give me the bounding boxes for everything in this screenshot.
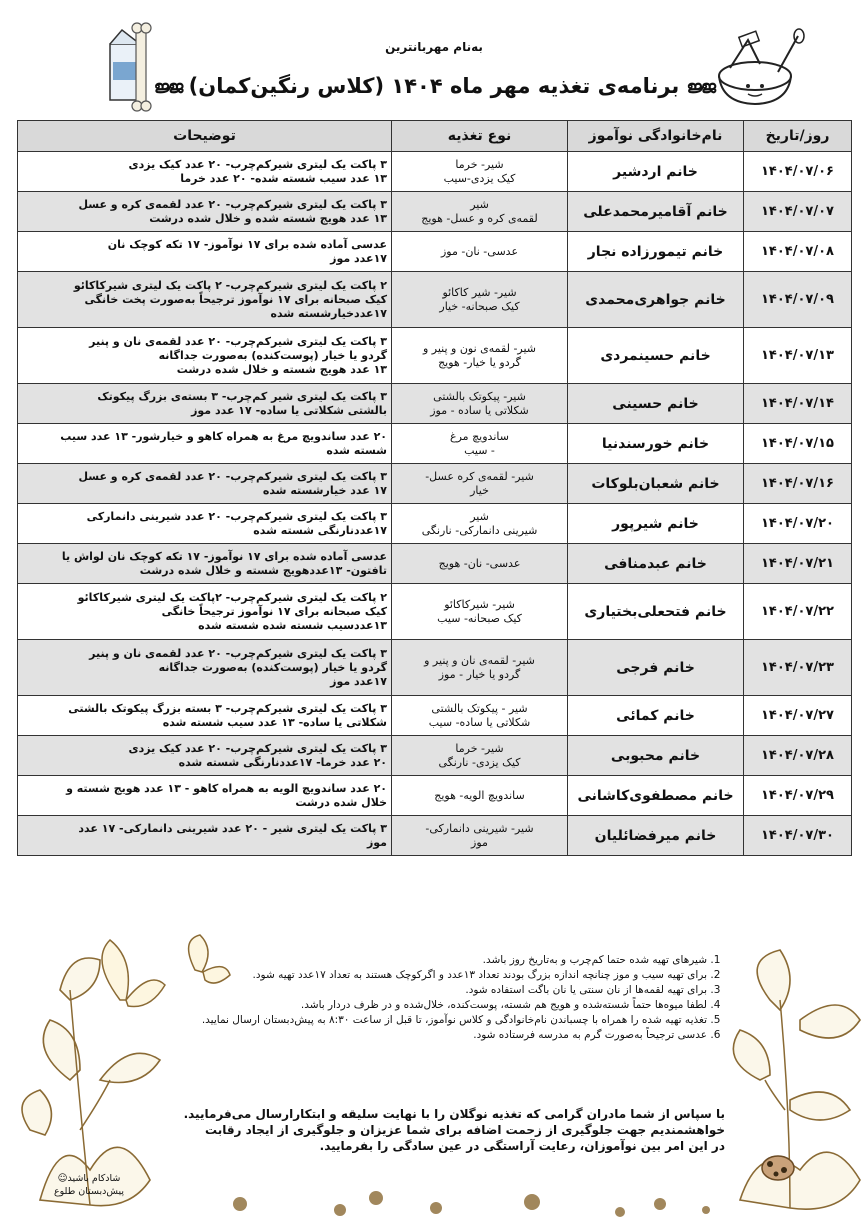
cell-desc (18, 152, 392, 192)
cell-food (392, 192, 568, 232)
note-item: 1. شیرهای تهیه شده حتما کم‌چرب و به‌تاریخ روز باشد. (150, 954, 707, 967)
page-title (0, 74, 868, 98)
cell-desc-line: تافتون- ۱۳عددهویج شسته و خلال شده درشت (139, 563, 387, 577)
cell-date-line: ۱۴۰۴/۰۷/۳۰ (761, 828, 834, 843)
table-row (18, 640, 852, 696)
cell-family-line: خانم مصطفوی‌کاشانی (577, 787, 734, 804)
cell-family (568, 232, 744, 272)
cell-family (568, 464, 744, 504)
cell-food-line: شیر- لقمه‌ی نون و پنیر و (422, 341, 537, 355)
cell-family-line: خانم میرفضائلیان (594, 827, 717, 844)
cell-desc (18, 504, 392, 544)
cell-date-line: ۱۴۰۴/۰۷/۰۶ (761, 164, 834, 179)
cell-family (568, 544, 744, 584)
cell-family-line: خانم شعبان‌بلوکات (591, 475, 720, 492)
note-item: 2. برای تهیه سیب و موز چنانچه اندازه بزرگ بودند تعداد ۱۳عدد و اگرکوچک هستند به تعداد ۱۷عدد تهیه شود. (150, 969, 707, 982)
cell-desc-line: ۱۳عددسیب شسته شده شسته شده (198, 618, 387, 632)
cell-date-line: ۱۴۰۴/۰۷/۲۲ (761, 604, 834, 619)
note-item: 5. تغذیه تهیه شده را همراه با چسباندن نام‌خانوادگی و کلاس نوآموز، تا قبل از ساعت ۸:۳۰ به پیش‌دبستان ارسال نمایید. (150, 1014, 707, 1027)
cell-date (744, 192, 852, 232)
cell-family-line: خانم آقامیرمحمدعلی (583, 203, 728, 220)
table-row (18, 272, 852, 328)
note-item: 6. عدسی ترجیحاً به‌صورت گرم به مدرسه فرستاده شود. (150, 1029, 707, 1042)
cell-date (744, 424, 852, 464)
cell-date-line: ۱۴۰۴/۰۷/۲۹ (761, 788, 834, 803)
cell-desc-line: ۱۳ عدد سیب شسته شده- ۲۰ عدد خرما (180, 171, 387, 185)
thanks-message (170, 1106, 725, 1154)
cell-desc-line: ۱۷عدد موز (330, 674, 387, 688)
cell-family (568, 584, 744, 640)
cell-desc-line: ۳ پاکت یک لیتری شیرکم‌چرب- ۲۰ عدد شیرینی دانمارکی (86, 509, 387, 523)
cell-food-line: عدسی- نان- هویج (438, 556, 521, 570)
cell-date-line: ۱۴۰۴/۰۷/۱۴ (761, 396, 834, 411)
cell-family (568, 424, 744, 464)
cell-food (392, 464, 568, 504)
thanks-line: با سپاس از شما مادران گرامی که تغذیه نوگلان را با نهایت سلیقه و ابتکارارسال می‌فرمایید. (183, 1107, 725, 1121)
cell-desc (18, 816, 392, 856)
cell-desc (18, 584, 392, 640)
cell-desc-line: خلال شده درشت (295, 795, 387, 809)
header-date: روز/تاریخ (744, 121, 852, 152)
cell-food-line: موز (471, 835, 488, 849)
cell-family (568, 272, 744, 328)
cell-date-line: ۱۴۰۴/۰۷/۱۶ (761, 476, 834, 491)
cell-food-line: لقمه‌ی کره و عسل- هویج (421, 211, 538, 225)
cell-desc-line: ۳ پاکت یک لیتری شیرکم‌چرب- ۳ بسته بزرگ پیکوتک بالشتی (68, 701, 387, 715)
cell-desc-line: ۳ پاکت یک لیتری شیر - ۲۰ عدد شیرینی دانمارکی- ۱۷ عدد (78, 821, 387, 835)
cell-date-line: ۱۴۰۴/۰۷/۰۷ (761, 204, 834, 219)
cell-family-line: خانم تیمورزاده نجار (587, 243, 724, 260)
cell-food-line: شیر (470, 197, 489, 211)
cell-family (568, 328, 744, 384)
cell-food-line: شیر (470, 509, 489, 523)
cell-desc-line: گردو یا خیار (پوست‌کنده) به‌صورت جداگانه (158, 348, 387, 362)
cell-family (568, 696, 744, 736)
table-row (18, 464, 852, 504)
cell-food-line: شیر- شیرکاکائو (444, 597, 515, 611)
cell-date-line: ۱۴۰۴/۰۷/۲۷ (761, 708, 834, 723)
ladybug-icon (762, 1156, 794, 1180)
cell-food-line: شیر- پیکوتک بالشتی (433, 389, 526, 403)
cell-food-line: ساندویچ مرغ (450, 429, 509, 443)
cell-food-line: شیر- خرما (455, 741, 504, 755)
cell-date (744, 584, 852, 640)
cell-desc-line: ۳ پاکت یک لیتری شیر کم‌چرب- ۳ بسته‌ی بزرگ پیکوتک (97, 389, 387, 403)
cell-food (392, 272, 568, 328)
cell-desc (18, 544, 392, 584)
thanks-line: در این امر بین نوآموزان، رعایت آراستگی در عین سادگی را بفرمایید. (319, 1139, 725, 1153)
cell-food-line: کیک یزدی-سیب (443, 171, 516, 185)
cell-family (568, 776, 744, 816)
cell-family-line: خانم خورسندنیا (601, 435, 710, 452)
cell-family-line: خانم حسینی (612, 395, 699, 412)
cell-desc-line: ۳ پاکت یک لیتری شیرکم‌چرب- ۲۰ عدد لقمه‌ی کره و عسل (78, 197, 387, 211)
cell-family-line: خانم جواهری‌محمدی (585, 291, 726, 308)
cell-family (568, 736, 744, 776)
cell-food (392, 384, 568, 424)
cell-date-line: ۱۴۰۴/۰۷/۰۸ (761, 244, 834, 259)
cell-family-line: خانم محبوبی (610, 747, 701, 764)
cell-desc-line: کیک صبحانه برای ۱۷ نوآموز ترجیحاً به‌صورت پخت خانگی (84, 292, 387, 306)
cell-food-line: شیر- لقمه‌ی نان و پنیر و (424, 653, 535, 667)
cell-desc-line: عدسی آماده شده برای ۱۷ نوآموز- ۱۷ تکه کوچک نان لواش یا (61, 549, 387, 563)
cell-food-line: گردو یا خیار- هویج (438, 355, 521, 369)
cell-family-line: خانم شیرپور (612, 515, 699, 532)
cell-family (568, 384, 744, 424)
cell-desc-line: ۲۰ عدد ساندویچ الویه به همراه کاهو - ۱۳ عدد هویج شسته و (66, 781, 387, 795)
cell-desc (18, 640, 392, 696)
cell-food-line: شیر- شیر کاکائو (442, 285, 517, 299)
header-family: نام‌خانوادگی نوآموز (568, 121, 744, 152)
cell-desc-line: ۱۷ عدد خیارشسته شده (262, 483, 387, 497)
table-row (18, 384, 852, 424)
cell-food (392, 584, 568, 640)
cell-food-line: کیک یزدی- نارنگی (438, 755, 521, 769)
cell-family-line: خانم فرجی (616, 659, 695, 676)
notes-list (150, 954, 725, 1042)
cell-desc-line: ۱۷عددخیارشسته شده (270, 306, 387, 320)
nutrition-table (17, 120, 852, 856)
table-row (18, 544, 852, 584)
table-row (18, 584, 852, 640)
cell-food-line: - سیب (464, 443, 495, 457)
cell-date-line: ۱۴۰۴/۰۷/۲۰ (761, 516, 834, 531)
cell-date-line: ۱۴۰۴/۰۷/۲۱ (761, 556, 834, 571)
cell-date-line: ۱۴۰۴/۰۷/۲۸ (761, 748, 834, 763)
table-row (18, 816, 852, 856)
cell-desc-line: شکلاتی یا ساده- ۱۳ عدد سیب شسته شده (162, 715, 387, 729)
cell-family (568, 640, 744, 696)
cell-food (392, 696, 568, 736)
cell-desc-line: ۲ پاکت یک لیتری شیرکم‌چرب- ۲پاکت یک لیتری شیرکاکائو (77, 590, 387, 604)
cell-desc-line: کیک صبحانه برای ۱۷ نوآموز ترجیحاً خانگی (161, 604, 387, 618)
cell-desc-line: گردو یا خیار (پوست‌کنده) به‌صورت جداگانه (158, 660, 387, 674)
top-greeting: به‌نام مهربانترین (385, 40, 483, 54)
cell-desc (18, 192, 392, 232)
title-ornament-left: ജ്ജ (153, 77, 182, 98)
cell-desc (18, 464, 392, 504)
title-text: برنامه‌ی تغذیه مهر ماه ۱۴۰۴ (کلاس رنگین‌کمان) (188, 74, 680, 98)
table-row (18, 424, 852, 464)
cell-desc (18, 736, 392, 776)
cell-desc-line: ۳ پاکت یک لیتری شیرکم‌چرب- ۲۰ عدد کیک یزدی (128, 741, 387, 755)
title-ornament-right: ജ്ജ (686, 77, 715, 98)
cell-food-line: شیر- لقمه‌ی کره عسل- (425, 469, 534, 483)
cell-desc (18, 384, 392, 424)
cell-food-line: کیک صبحانه- سیب (437, 611, 522, 625)
cell-desc (18, 232, 392, 272)
table-row (18, 776, 852, 816)
cell-date-line: ۱۴۰۴/۰۷/۱۵ (761, 436, 834, 451)
note-item: 4. لطفا میوه‌ها حتماً شسته‌شده و هویج هم شسته، پوست‌کنده، خلال‌شده و در ظرف دردار باشد. (150, 999, 707, 1012)
cell-desc-line: ۱۳ عدد هویج شسته شده و خلال شده درشت (149, 211, 387, 225)
cell-food (392, 152, 568, 192)
cell-date (744, 640, 852, 696)
cell-desc (18, 776, 392, 816)
table-row (18, 504, 852, 544)
table-row (18, 328, 852, 384)
cell-desc-line: ۲۰ عدد خرما- ۱۷عددنارنگی شسته شده (178, 755, 387, 769)
cell-desc-line: موز (366, 835, 387, 849)
cell-food-line: شیر- شیرینی دانمارکی- (425, 821, 534, 835)
sign-line-1: شادکام باشید☺ (57, 1173, 121, 1184)
cell-food (392, 776, 568, 816)
cell-food (392, 424, 568, 464)
cell-family (568, 504, 744, 544)
decorative-dots (0, 1182, 868, 1222)
cell-desc-line: ۳ پاکت یک لیتری شیرکم‌چرب- ۲۰ عدد کیک یزدی (128, 157, 387, 171)
cell-desc-line: ۱۷عددنارنگی شسته شده (253, 523, 387, 537)
cell-date (744, 384, 852, 424)
cell-date (744, 504, 852, 544)
cell-date (744, 328, 852, 384)
cell-food-line: گردو یا خیار - موز (438, 667, 521, 681)
note-item: 3. برای تهیه لقمه‌ها از نان سنتی یا نان باگت استفاده شود. (150, 984, 707, 997)
cell-date (744, 232, 852, 272)
cell-desc (18, 272, 392, 328)
table-header-row (18, 121, 852, 152)
cell-food-line: خیار (470, 483, 489, 497)
table-row (18, 192, 852, 232)
cell-food-line: شیر- خرما (455, 157, 504, 171)
cell-food (392, 328, 568, 384)
cell-desc-line: ۱۷عدد موز (330, 251, 387, 265)
cell-family (568, 816, 744, 856)
cell-family-line: خانم اردشیر (613, 163, 698, 180)
cell-food (392, 736, 568, 776)
table-row (18, 152, 852, 192)
cell-date (744, 152, 852, 192)
cell-food-line: عدسی- نان- موز (440, 244, 519, 258)
cell-food-line: شکلاتی یا ساده - موز (430, 403, 529, 417)
table-row (18, 232, 852, 272)
cell-desc-line: ۳ پاکت یک لیتری شیرکم‌چرب- ۲۰ عدد لقمه‌ی کره و عسل (78, 469, 387, 483)
cell-desc-line: بالشتی شکلاتی یا ساده- ۱۷ عدد موز (191, 403, 387, 417)
cell-food (392, 640, 568, 696)
cell-food (392, 544, 568, 584)
cell-food (392, 504, 568, 544)
cell-date (744, 816, 852, 856)
cell-date (744, 776, 852, 816)
cell-desc (18, 328, 392, 384)
cell-food-line: کیک صبحانه- خیار (439, 299, 520, 313)
cell-date (744, 544, 852, 584)
cell-desc-line: ۲۰ عدد ساندویچ مرغ به همراه کاهو و خیارشور- ۱۳ عدد سیب (60, 429, 387, 443)
cell-date-line: ۱۴۰۴/۰۷/۰۹ (761, 292, 834, 307)
notes-section (150, 954, 725, 1044)
cell-family (568, 152, 744, 192)
cell-family-line: خانم کمائی (616, 707, 695, 724)
table-row (18, 736, 852, 776)
cell-food-line: شکلاتی یا ساده- سیب (428, 715, 531, 729)
cell-date (744, 272, 852, 328)
cell-date-line: ۱۴۰۴/۰۷/۱۳ (761, 348, 834, 363)
cell-desc-line: ۳ پاکت یک لیتری شیرکم‌چرب- ۲۰ عدد لقمه‌ی نان و پنیر (89, 334, 387, 348)
cell-desc-line: ۳ پاکت یک لیتری شیرکم‌چرب- ۲۰ عدد لقمه‌ی نان و پنیر (89, 646, 387, 660)
cell-food (392, 816, 568, 856)
cell-date (744, 696, 852, 736)
cell-desc-line: شسته شده (326, 443, 387, 457)
cell-family-line: خانم حسینمردی (600, 347, 711, 364)
table-row (18, 696, 852, 736)
cell-food-line: ساندویچ الویه- هویج (434, 788, 525, 802)
cell-food-line: شیرینی دانمارکی- نارنگی (421, 523, 538, 537)
header-desc: توضیحات (18, 121, 392, 152)
cell-desc-line: ۲ پاکت یک لیتری شیرکم‌چرب- ۲ پاکت یک لیتری شیرکاکائو (73, 278, 387, 292)
milk-carton-bone-icon (102, 22, 162, 112)
sign-line-2: پیش‌دبستان طلوع (53, 1186, 124, 1197)
cell-desc-line: ۱۳ عدد هویج شسته و خلال شده درشت (176, 362, 387, 376)
thanks-line: خواهشمندیم جهت جلوگیری از زحمت اضافه برای شما عزیزان و جلوگیری از ایجاد رقابت (204, 1123, 725, 1137)
cell-family (568, 192, 744, 232)
cell-date-line: ۱۴۰۴/۰۷/۲۳ (761, 660, 834, 675)
cell-food (392, 232, 568, 272)
cell-desc (18, 424, 392, 464)
cell-family-line: خانم عبدمنافی (604, 555, 707, 572)
cell-food-line: شیر - پیکوتک بالشتی (431, 701, 528, 715)
cell-family-line: خانم فتحعلی‌بختیاری (584, 603, 727, 620)
header-food: نوع تغذیه (392, 121, 568, 152)
cell-desc-line: عدسی آماده شده برای ۱۷ نوآموز- ۱۷ تکه کوچک نان (107, 237, 387, 251)
table-body (18, 152, 852, 856)
cell-date (744, 736, 852, 776)
cell-date (744, 464, 852, 504)
cell-desc (18, 696, 392, 736)
